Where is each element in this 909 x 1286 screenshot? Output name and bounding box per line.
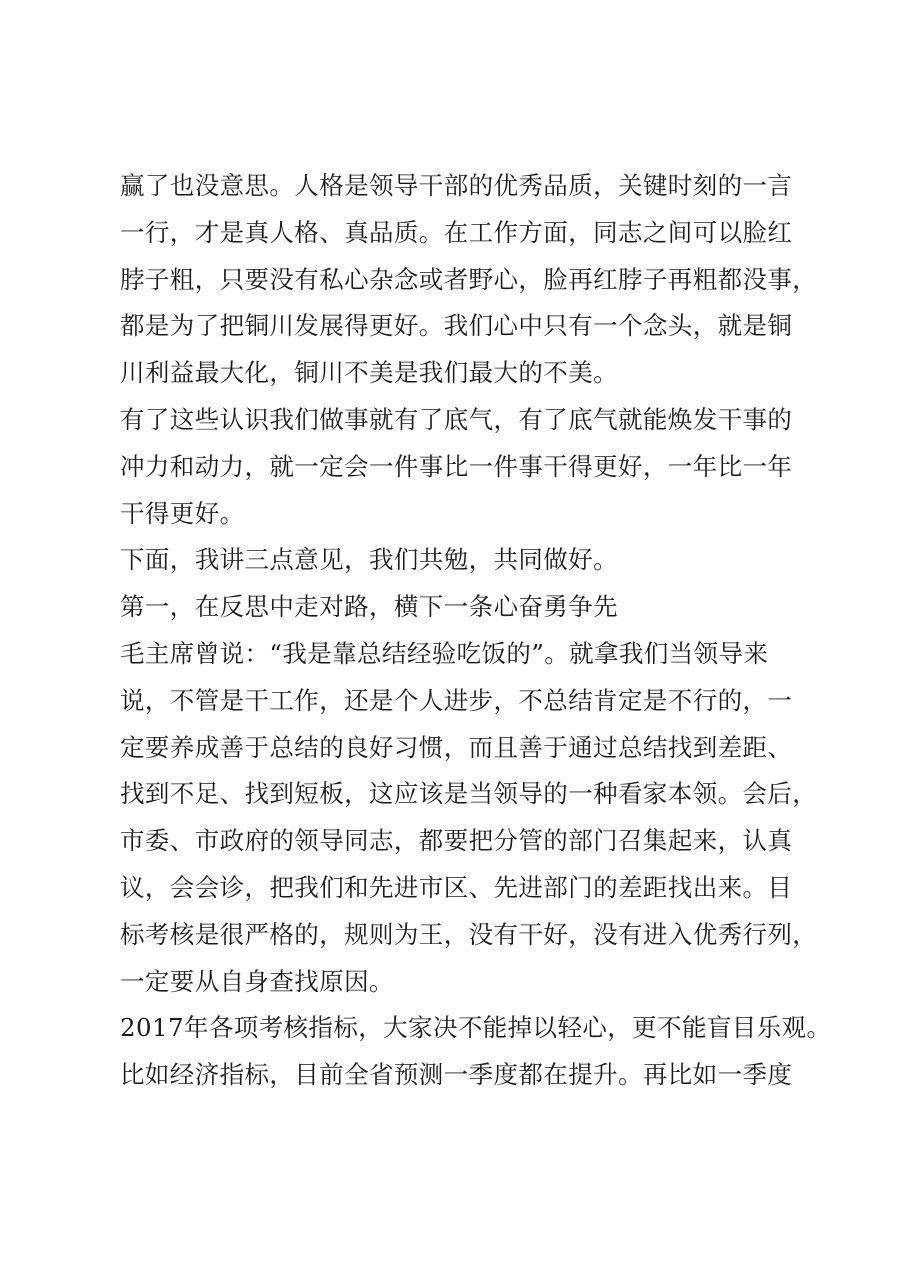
text-line-3: 脖子粗，只要没有私心杂念或者野心，脸再红脖子再粗都没事， xyxy=(120,264,818,294)
text-line-15: 市委、市政府的领导同志，都要把分管的部门召集起来，认真 xyxy=(120,826,793,856)
text-line-1: 赢了也没意思。人格是领导干部的优秀品质，关键时刻的一言 xyxy=(120,171,793,200)
body-text xyxy=(120,163,832,1099)
text-line-14: 找到不足、找到短板，这应该是当领导的一种看家本领。会后， xyxy=(120,779,818,809)
text-line-7: 冲力和动力，就一定会一件事比一件事干得更好，一年比一年 xyxy=(120,451,793,481)
text-line-17: 标考核是很严格的，规则为王，没有干好，没有进入优秀行列， xyxy=(120,919,818,949)
text-line-12: 说，不管是干工作，还是个人进步，不总结肯定是不行的，一 xyxy=(120,685,793,715)
text-line-18: 一定要从自身查找原因。 xyxy=(120,966,394,996)
section-heading: 第一，在反思中走对路，横下一条心奋勇争先 xyxy=(120,592,618,622)
text-line-5: 川利益最大化，铜川不美是我们最大的不美。 xyxy=(120,358,618,388)
text-line-19: 2017年各项考核指标，大家决不能掉以轻心，更不能盲目乐观。 xyxy=(120,1013,832,1043)
text-line-11: 毛主席曾说：“我是靠总结经验吃饭的”。就拿我们当领导来 xyxy=(120,638,769,668)
text-line-9: 下面，我讲三点意见，我们共勉，共同做好。 xyxy=(120,545,618,575)
text-line-8: 干得更好。 xyxy=(120,498,245,528)
text-line-13: 定要养成善于总结的良好习惯，而且善于通过总结找到差距、 xyxy=(120,732,793,762)
text-line-6: 有了这些认识我们做事就有了底气，有了底气就能焕发干事的 xyxy=(120,404,793,434)
text-line-2: 一行，才是真人格、真品质。在工作方面，同志之间可以脸红 xyxy=(120,217,793,247)
text-line-20: 比如经济指标，目前全省预测一季度都在提升。再比如一季度 xyxy=(120,1060,793,1090)
text-line-4: 都是为了把铜川发展得更好。我们心中只有一个念头，就是铜 xyxy=(120,311,793,341)
text-line-16: 议，会会诊，把我们和先进市区、先进部门的差距找出来。目 xyxy=(120,872,793,902)
